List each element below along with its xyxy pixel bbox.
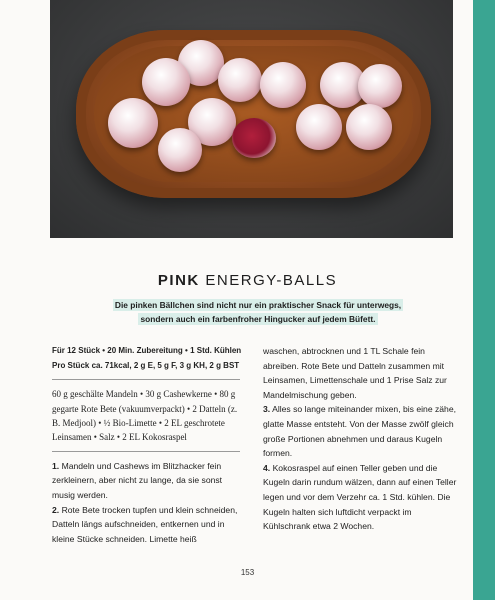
- divider: [52, 451, 240, 452]
- step: 1. Mandeln und Cashews im Blitzhacker fein zerkleinern, aber nicht zu lange, da sie sonst musig werden.: [52, 460, 223, 500]
- recipe-title-bold: PINK: [157, 272, 200, 289]
- energy-ball: [296, 104, 342, 150]
- step: 3. Alles so lange miteinander mixen, bis eine zähe, glatte Masse entsteht. Von der Masse zwölf gleich große Portionen abnehmen und daraus Kugeln formen.: [263, 404, 457, 459]
- energy-ball: [358, 64, 402, 108]
- energy-ball: [218, 58, 262, 102]
- energy-ball: [346, 104, 392, 150]
- steps-right: [263, 344, 458, 534]
- recipe-title-light: ENERGY-BALLS: [205, 272, 338, 289]
- energy-ball: [108, 98, 158, 148]
- divider: [52, 379, 240, 380]
- energy-ball: [260, 62, 306, 108]
- step: 4. Kokosraspel auf einen Teller geben und die Kugeln darin rundum wälzen, dann auf einen Teller legen und vor dem Verzehr ca. 1 Std. kühlen. Die Kugeln halten sich luftdicht verpackt im Kühlschrank etwa 2 Wochen.: [263, 462, 457, 532]
- energy-ball: [158, 128, 202, 172]
- cut-energy-ball: [232, 118, 276, 158]
- left-column: [52, 344, 242, 546]
- energy-ball: [142, 58, 190, 106]
- recipe-intro-text: Die pinken Bällchen sind nicht nur ein praktischer Snack für unterwegs, sondern auch ein farbenfroher Hingucker auf jedem Büfett.: [114, 300, 402, 324]
- step-continued: waschen, abtrocknen und 1 TL Schale fein abreiben. Rote Bete und Datteln zusammen mit Leinsamen, Limettenschale und 1 Prise Salz zur Mandelmischung geben.: [263, 346, 447, 400]
- right-column: [263, 344, 458, 534]
- ingredient-list: 60 g geschälte Mandeln • 30 g Cashewkerne • 80 g gegarte Rote Bete (vakuumverpackt) • 2 Datteln (z. B. Medjool) • ½ Bio-Limette • 2 EL geschrotete Leinsamen • Salz • 2 EL Kokosraspel: [52, 389, 238, 443]
- accent-edge-strip: [473, 0, 495, 600]
- step: 2. Rote Bete trocken tupfen und klein schneiden, Datteln längs aufschneiden, entkernen und in kleine Stücke schneiden. Limette heiß: [52, 504, 238, 544]
- recipe-title: [0, 272, 495, 289]
- recipe-meta: Für 12 Stück • 20 Min. Zubereitung • 1 Std. Kühlen Pro Stück ca. 71kcal, 2 g E, 5 g F, 3 g KH, 2 g BST: [52, 346, 242, 370]
- steps-left: [52, 459, 242, 547]
- recipe-intro: [108, 298, 408, 326]
- page-number: 153: [240, 568, 255, 577]
- recipe-photo: [50, 0, 453, 238]
